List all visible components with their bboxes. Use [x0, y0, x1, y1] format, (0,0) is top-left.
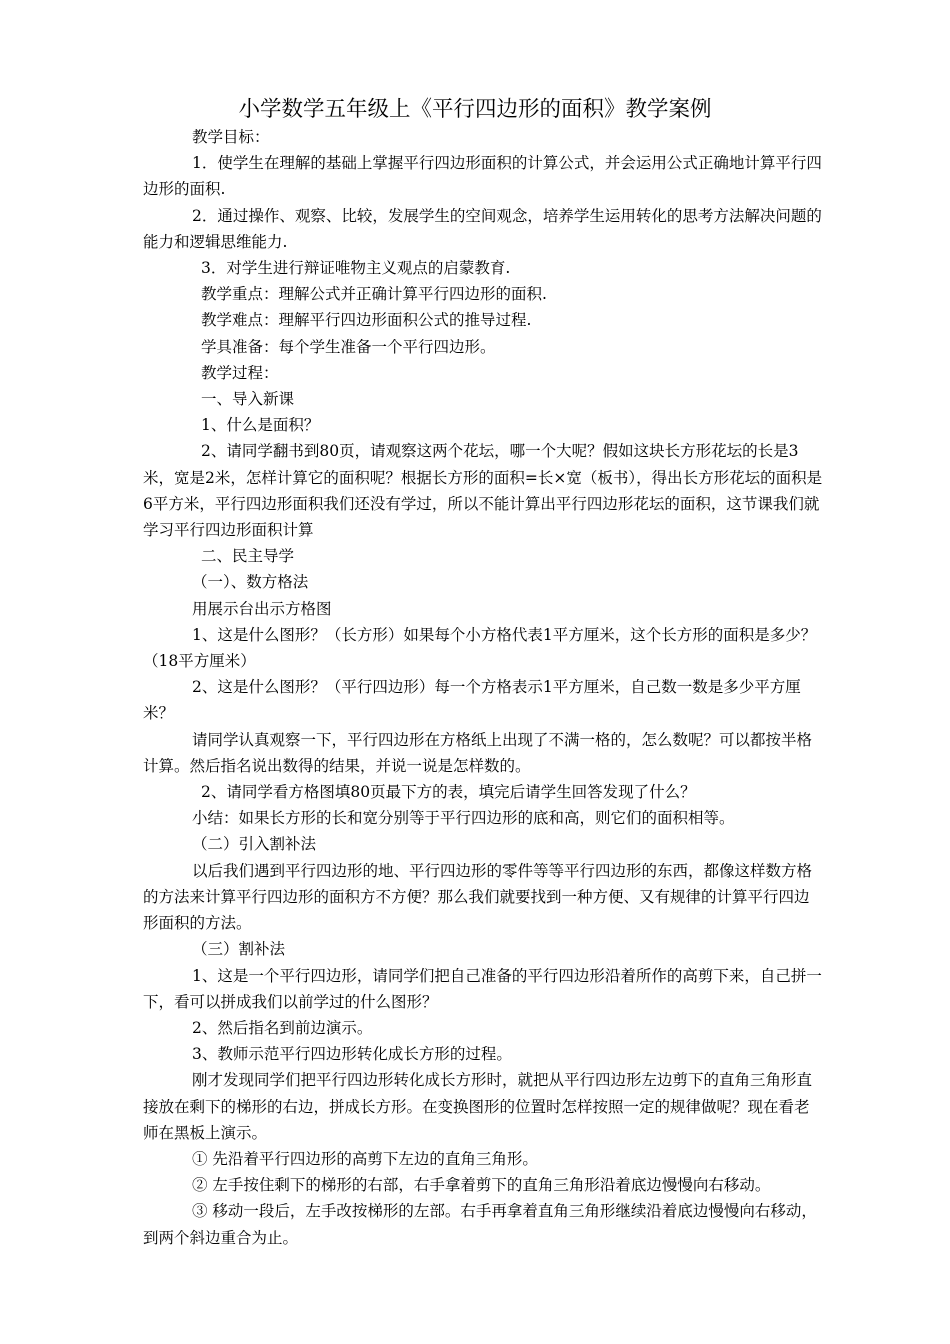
paragraph: ② 左手按住剩下的梯形的右部，右手拿着剪下的直角三角形沿着底边慢慢向右移动。	[192, 1176, 771, 1195]
paragraph: 2、请同学看方格图填80页最下方的表，填完后请学生回答发现了什么？	[201, 783, 696, 802]
paragraph: 用展示台出示方格图	[192, 599, 332, 618]
document-body	[143, 124, 823, 1251]
paragraph: 1、什么是面积？	[201, 416, 320, 435]
paragraph: 3、教师示范平行四边形转化成长方形的过程。	[192, 1045, 512, 1064]
paragraph: 教学过程：	[201, 363, 279, 382]
paragraph: ① 先沿着平行四边形的高剪下左边的直角三角形。	[192, 1149, 538, 1168]
paragraph: 教学目标：	[192, 128, 270, 146]
paragraph: （一）、数方格法	[192, 573, 309, 592]
paragraph: 以后我们遇到平行四边形的地、平行四边形的零件等等平行四边形的东西，都像这样数方格的方法来计算平行四边形的面积方不方便？那么我们就要找到一种方便、又有规律的计算平行四边形面积的方法。	[143, 861, 813, 933]
paragraph: 3．对学生进行辩证唯物主义观点的启蒙教育.	[201, 259, 511, 278]
paragraph: 2、这是什么图形？（平行四边形）每一个方格表示1平方厘米，自己数一数是多少平方厘米？	[143, 678, 801, 723]
paragraph: 2、然后指名到前边演示。	[192, 1018, 373, 1037]
paragraph: 刚才发现同学们把平行四边形转化成长方形时，就把从平行四边形左边剪下的直角三角形直接放在剩下的梯形的右边，拼成长方形。在变换图形的位置时怎样按照一定的规律做呢？现在看老师在黑板上演示。	[143, 1071, 813, 1142]
paragraph: ③ 移动一段后，左手改按梯形的左部。右手再拿着直角三角形继续沿着底边慢慢向右移动，到两个斜边重合为止。	[143, 1202, 817, 1247]
paragraph: （二）引入割补法	[192, 835, 317, 854]
paragraph: （三）割补法	[192, 940, 286, 959]
paragraph: 学具准备：每个学生准备一个平行四边形。	[201, 337, 496, 356]
paragraph: 一、导入新课	[201, 390, 295, 409]
paragraph: 2．通过操作、观察、比较，发展学生的空间观念，培养学生运用转化的思考方法解决问题的能力和逻辑思维能力.	[143, 206, 822, 251]
paragraph: 1．使学生在理解的基础上掌握平行四边形面积的计算公式，并会运用公式正确地计算平行四边形的面积.	[143, 154, 822, 199]
paragraph: 2、请同学翻书到80页，请观察这两个花坛，哪一个大呢？假如这块长方形花坛的长是3米，宽是2米，怎样计算它的面积呢？根据长方形的面积=长×宽（板书），得出长方形花坛的面积是6平方米，平行四边形面积我们还没有学过，所以不能计算出平行四边形花坛的面积，这节课我们就学习平行四边形面积计算	[143, 442, 823, 540]
paragraph: 小结：如果长方形的长和宽分别等于平行四边形的底和高，则它们的面积相等。	[192, 809, 735, 828]
paragraph: 请同学认真观察一下，平行四边形在方格纸上出现了不满一格的，怎么数呢？可以都按半格计算。然后指名说出数得的结果，并说一说是怎样数的。	[143, 730, 813, 775]
paragraph: 二、民主导学	[201, 547, 295, 566]
paragraph: 教学难点：理解平行四边形面积公式的推导过程.	[201, 311, 532, 330]
paragraph: 1、这是一个平行四边形，请同学们把自己准备的平行四边形沿着所作的高剪下来，自己拼一下，看可以拼成我们以前学过的什么图形？	[143, 966, 822, 1011]
paragraph: 教学重点：理解公式并正确计算平行四边形的面积.	[201, 285, 547, 304]
document-title: 小学数学五年级上《平行四边形的面积》教学案例	[238, 97, 712, 122]
paragraph: 1、这是什么图形？（长方形）如果每个小方格代表1平方厘米，这个长方形的面积是多少？（18平方厘米）	[143, 625, 817, 671]
